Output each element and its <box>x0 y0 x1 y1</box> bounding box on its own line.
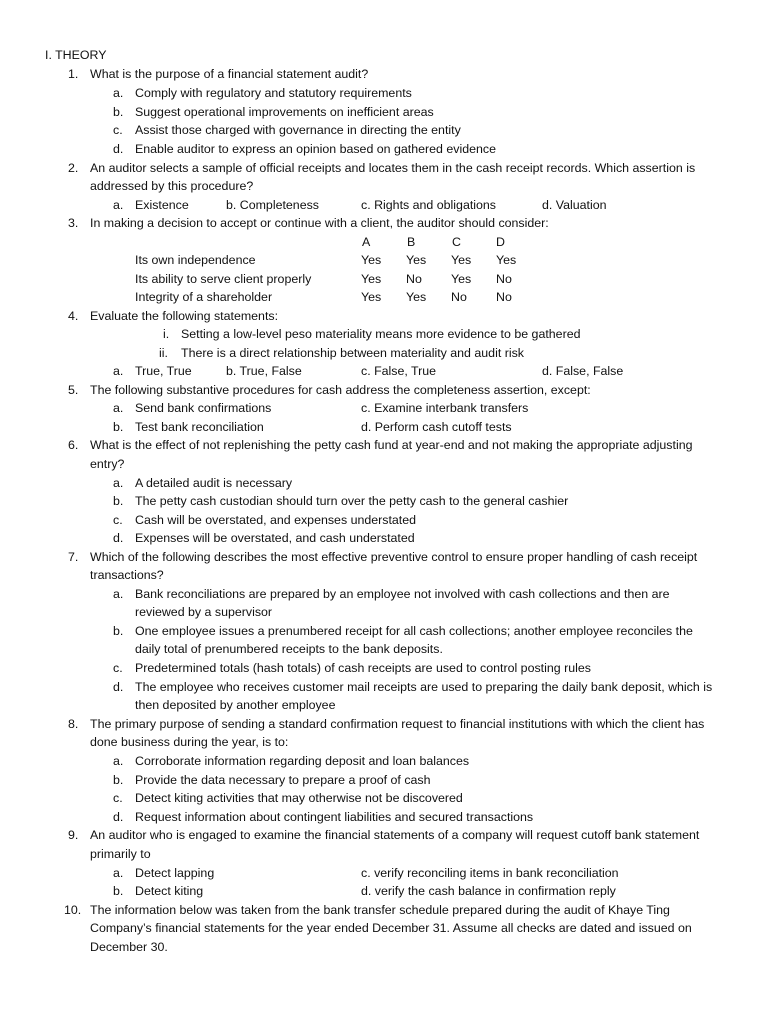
q7-option-c: Predetermined totals (hash totals) of cash receipts are used to control posting rules <box>135 661 591 675</box>
q7-option-a-line-1: Bank reconciliations are prepared by an employee not involved with cash collections and then are <box>135 587 670 601</box>
q4-option-a: True, True <box>135 364 192 378</box>
question-6-line-1: What is the effect of not replenishing the petty cash fund at year-end and not making the appropriate adjusting <box>90 438 693 452</box>
q9-option-a: Detect lapping <box>135 866 215 880</box>
q1-option-b: Suggest operational improvements on inefficient areas <box>135 105 434 119</box>
q3-cell: No <box>406 272 422 286</box>
q5-option-b: Test bank reconciliation <box>135 420 264 434</box>
q7-option-a-line-2: reviewed by a supervisor <box>135 605 273 619</box>
question-2-line-1: An auditor selects a sample of official receipts and locates them in the cash receipt records. Which assertion is <box>90 161 696 175</box>
q6-option-a-letter: a. <box>113 476 124 490</box>
question-8-line-1: The primary purpose of sending a standard confirmation request to financial institutions with which the client has <box>90 717 705 731</box>
q9-option-c: c. verify reconciling items in bank reconciliation <box>361 866 619 880</box>
q3-cell: No <box>496 272 512 286</box>
q5-option-a: Send bank confirmations <box>135 401 272 415</box>
question-10-line-1: The information below was taken from the bank transfer schedule prepared during the audit of Khaye Ting <box>90 903 670 917</box>
q6-option-b-letter: b. <box>113 494 124 508</box>
q3-cell: Yes <box>406 290 427 304</box>
q8-option-b: Provide the data necessary to prepare a proof of cash <box>135 773 431 787</box>
question-7-number: 7. <box>68 550 79 564</box>
q6-option-d-letter: d. <box>113 531 124 545</box>
q4-option-a-letter: a. <box>113 364 124 378</box>
q7-option-b-line-2: daily total of prenumbered receipts to the bank deposits. <box>135 642 443 656</box>
q3-column-header: B <box>407 235 416 249</box>
q7-option-a-letter: a. <box>113 587 124 601</box>
question-1-number: 1. <box>68 67 79 81</box>
q7-option-b-letter: b. <box>113 624 124 638</box>
question-9-line-2: primarily to <box>90 847 151 861</box>
question-10-line-2: Company’s financial statements for the year ended December 31. Assume all checks are dated and issued on <box>90 921 692 935</box>
q2-option-b: b. Completeness <box>226 198 319 212</box>
q9-option-a-letter: a. <box>113 866 124 880</box>
q8-option-d-letter: d. <box>113 810 124 824</box>
question-3-text: In making a decision to accept or continue with a client, the auditor should consider: <box>90 216 549 230</box>
q4-statement-ii-number: ii. <box>159 346 168 360</box>
q2-option-c: c. Rights and obligations <box>361 198 497 212</box>
question-5-number: 5. <box>68 383 79 397</box>
q8-option-c-letter: c. <box>113 791 123 805</box>
question-8-number: 8. <box>68 717 79 731</box>
q3-cell: Yes <box>361 290 382 304</box>
q5-option-b-letter: b. <box>113 420 124 434</box>
q4-option-d: d. False, False <box>542 364 624 378</box>
q3-column-header: A <box>362 235 371 249</box>
q4-option-b: b. True, False <box>226 364 302 378</box>
q8-option-d: Request information about contingent liabilities and secured transactions <box>135 810 534 824</box>
question-9-number: 9. <box>68 828 79 842</box>
q1-option-d: Enable auditor to express an opinion based on gathered evidence <box>135 142 496 156</box>
question-10-line-3: December 30. <box>90 940 168 954</box>
q6-option-c: Cash will be overstated, and expenses understated <box>135 513 417 527</box>
q4-option-c: c. False, True <box>361 364 437 378</box>
q3-row-label: Integrity of a shareholder <box>135 290 273 304</box>
question-7-line-1: Which of the following describes the most effective preventive control to ensure proper handling of cash receipt <box>90 550 698 564</box>
question-2-number: 2. <box>68 161 79 175</box>
section-title: I. THEORY <box>45 48 107 62</box>
q9-option-b: Detect kiting <box>135 884 204 898</box>
q7-option-b-line-1: One employee issues a prenumbered receipt for all cash collections; another employee reconciles the <box>135 624 693 638</box>
q5-option-c: c. Examine interbank transfers <box>361 401 529 415</box>
q3-cell: Yes <box>361 272 382 286</box>
question-4-text: Evaluate the following statements: <box>90 309 279 323</box>
q6-option-b: The petty cash custodian should turn over the petty cash to the general cashier <box>135 494 569 508</box>
q9-option-d: d. verify the cash balance in confirmation reply <box>361 884 616 898</box>
q8-option-c: Detect kiting activities that may otherwise not be discovered <box>135 791 463 805</box>
q1-option-a-letter: a. <box>113 86 124 100</box>
q9-option-b-letter: b. <box>113 884 124 898</box>
q3-cell: Yes <box>451 253 472 267</box>
question-2-line-2: addressed by this procedure? <box>90 179 254 193</box>
q8-option-a-letter: a. <box>113 754 124 768</box>
q4-statement-i-number: i. <box>163 327 170 341</box>
q1-option-b-letter: b. <box>113 105 124 119</box>
q7-option-d-letter: d. <box>113 680 124 694</box>
q3-row-label: Its ability to serve client properly <box>135 272 312 286</box>
q3-cell: No <box>451 290 467 304</box>
q6-option-a: A detailed audit is necessary <box>135 476 293 490</box>
question-5-text: The following substantive procedures for cash address the completeness assertion, except: <box>90 383 591 397</box>
q7-option-d-line-2: then deposited by another employee <box>135 698 336 712</box>
q2-option-a: Existence <box>135 198 189 212</box>
q4-statement-ii: There is a direct relationship between materiality and audit risk <box>181 346 524 360</box>
q6-option-d: Expenses will be overstated, and cash understated <box>135 531 415 545</box>
question-1-text: What is the purpose of a financial statement audit? <box>90 67 369 81</box>
q3-cell: Yes <box>361 253 382 267</box>
q3-cell: Yes <box>451 272 472 286</box>
q7-option-d-line-1: The employee who receives customer mail receipts are used to preparing the daily bank deposit, which is <box>135 680 713 694</box>
question-9-line-1: An auditor who is engaged to examine the financial statements of a company will request cutoff bank statement <box>90 828 700 842</box>
q1-option-c-letter: c. <box>113 123 123 137</box>
question-6-number: 6. <box>68 438 79 452</box>
q5-option-d: d. Perform cash cutoff tests <box>361 420 512 434</box>
question-4-number: 4. <box>68 309 79 323</box>
question-6-line-2: entry? <box>90 457 125 471</box>
q1-option-a: Comply with regulatory and statutory requirements <box>135 86 412 100</box>
q3-cell: Yes <box>496 253 517 267</box>
q4-statement-i: Setting a low-level peso materiality means more evidence to be gathered <box>181 327 581 341</box>
q3-row-label: Its own independence <box>135 253 256 267</box>
question-8-line-2: done business during the year, is to: <box>90 735 289 749</box>
q3-column-header: C <box>452 235 461 249</box>
question-7-line-2: transactions? <box>90 568 164 582</box>
q1-option-d-letter: d. <box>113 142 124 156</box>
question-3-number: 3. <box>68 216 79 230</box>
q2-option-d: d. Valuation <box>542 198 607 212</box>
q3-column-header: D <box>496 235 505 249</box>
q3-cell: No <box>496 290 512 304</box>
q1-option-c: Assist those charged with governance in directing the entity <box>135 123 461 137</box>
q3-cell: Yes <box>406 253 427 267</box>
question-10-number: 10. <box>64 903 82 917</box>
q5-option-a-letter: a. <box>113 401 124 415</box>
q2-option-a-letter: a. <box>113 198 124 212</box>
q6-option-c-letter: c. <box>113 513 123 527</box>
q8-option-b-letter: b. <box>113 773 124 787</box>
q8-option-a: Corroborate information regarding deposit and loan balances <box>135 754 470 768</box>
q7-option-c-letter: c. <box>113 661 123 675</box>
